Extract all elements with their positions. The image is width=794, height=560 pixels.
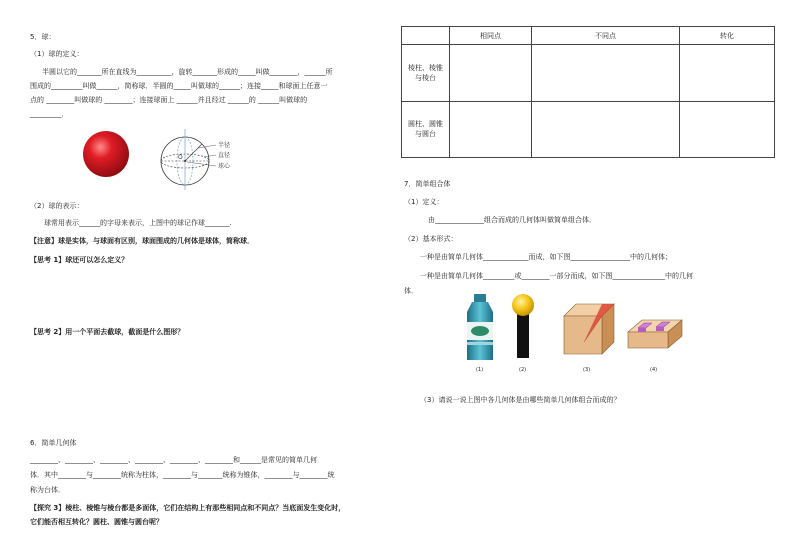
- section-7-1-title: （1）定义：: [404, 198, 444, 206]
- table-row: [402, 45, 775, 101]
- sphere-representation-line: 球常用表示______的字母来表示，上图中的球记作球_______.: [44, 219, 232, 227]
- table-header-transformation: 转化: [680, 27, 775, 45]
- think-question-1: 【思考 1】球还可以怎么定义？: [30, 256, 129, 264]
- basic-form-1: 一种是由简单几何体_____________而成，如下图_________________中的几何体；: [420, 253, 672, 261]
- label-center: 球心: [218, 163, 231, 170]
- section-5-2-title: （2）球的表示：: [30, 202, 84, 210]
- section-6-title: 6．简单几何体: [30, 439, 77, 447]
- section-5-1-title: （1）球的定义：: [30, 50, 84, 58]
- figure-label-1: (1): [476, 367, 484, 373]
- explore-3-line-2: 它们能否相互转化？圆柱、圆锥与圆台呢？: [30, 518, 163, 526]
- explore-3-line-1: 【探究 3】棱柱、棱锥与棱台都是多面体，它们在结构上有那些相同点和不同点？当底面发生变化时，: [30, 504, 346, 512]
- table-cell: [680, 45, 775, 101]
- think-question-2: 【思考 2】用一个平面去截球，截面是什么图形？: [30, 328, 185, 336]
- table-header-row: [402, 27, 775, 45]
- simple-solids-line-1: ________、________、________、________、________、________和______是常见的简单几何: [30, 456, 317, 464]
- cube-with-pyramid-figure: [560, 302, 616, 354]
- figure-label-2: (2): [519, 367, 527, 373]
- section-7-3-question: （3）请说一说上图中各几何体是由哪些简单几何体组合而成的？: [420, 396, 621, 404]
- figure-label-3: (3): [583, 367, 591, 373]
- sphere-definition-line-2: 围成的_________叫做______，简称球．半圆的_____叫做球的______；连接_____和球面上任意一: [30, 82, 328, 90]
- sphere-structure-diagram: [158, 124, 248, 194]
- sphere-definition-line-4: _________．: [30, 110, 69, 118]
- table-header-blank: [402, 27, 450, 45]
- table-row-label: 棱柱、棱锥 与棱台: [402, 45, 450, 101]
- table-cell: [532, 45, 680, 101]
- label-diameter: 直径: [218, 152, 231, 159]
- table-cell: [450, 101, 532, 157]
- simple-solids-line-3: 称为台体．: [30, 486, 65, 494]
- table-cell: [532, 101, 680, 157]
- basic-form-2-line-1: 一种是由简单几何体_________或________一部分而成，如下图_______________中的几何: [420, 272, 693, 280]
- block-with-cutouts-figure: [626, 316, 684, 350]
- sphere-definition-line-1: 半圆以它的_______所在直线为__________，旋转_______形成的_____叫做________，______所: [42, 68, 333, 76]
- ball-on-cylinder-figure: [508, 292, 538, 360]
- table-header-similarities: 相同点: [450, 27, 532, 45]
- simple-solids-line-2: 体．其中________与________统称为柱体，________与_______统称为锥体，________与________统: [30, 471, 335, 479]
- table-row: [402, 101, 775, 157]
- sphere-definition-line-3: 点的 ________叫做球的 ________；连接球面上 ______并且经过 ______的 ______叫做球的: [30, 96, 308, 104]
- section-5-title: 5．球：: [30, 33, 56, 41]
- label-radius: 半径: [218, 142, 231, 149]
- section-7-title: 7．简单组合体: [404, 180, 451, 188]
- label-point-o: O: [178, 154, 183, 161]
- red-sphere-image: [82, 130, 132, 180]
- table-cell: [680, 101, 775, 157]
- composite-definition-line: 由______________组合而成的几何体叫做简单组合体．: [428, 216, 596, 224]
- table-cell: [450, 45, 532, 101]
- note-line: 【注意】球是实体，与球面有区别，球面围成的几何体是球体，简称球．: [30, 237, 254, 245]
- comparison-table: [401, 26, 775, 158]
- section-7-2-title: （2）基本形式：: [404, 235, 458, 243]
- figure-label-4: (4): [650, 367, 658, 373]
- table-header-differences: 不同点: [532, 27, 680, 45]
- basic-form-2-line-2: 体．: [404, 287, 418, 295]
- bottle-figure: [462, 294, 498, 362]
- table-row-label: 圆柱、圆锥 与圆台: [402, 101, 450, 157]
